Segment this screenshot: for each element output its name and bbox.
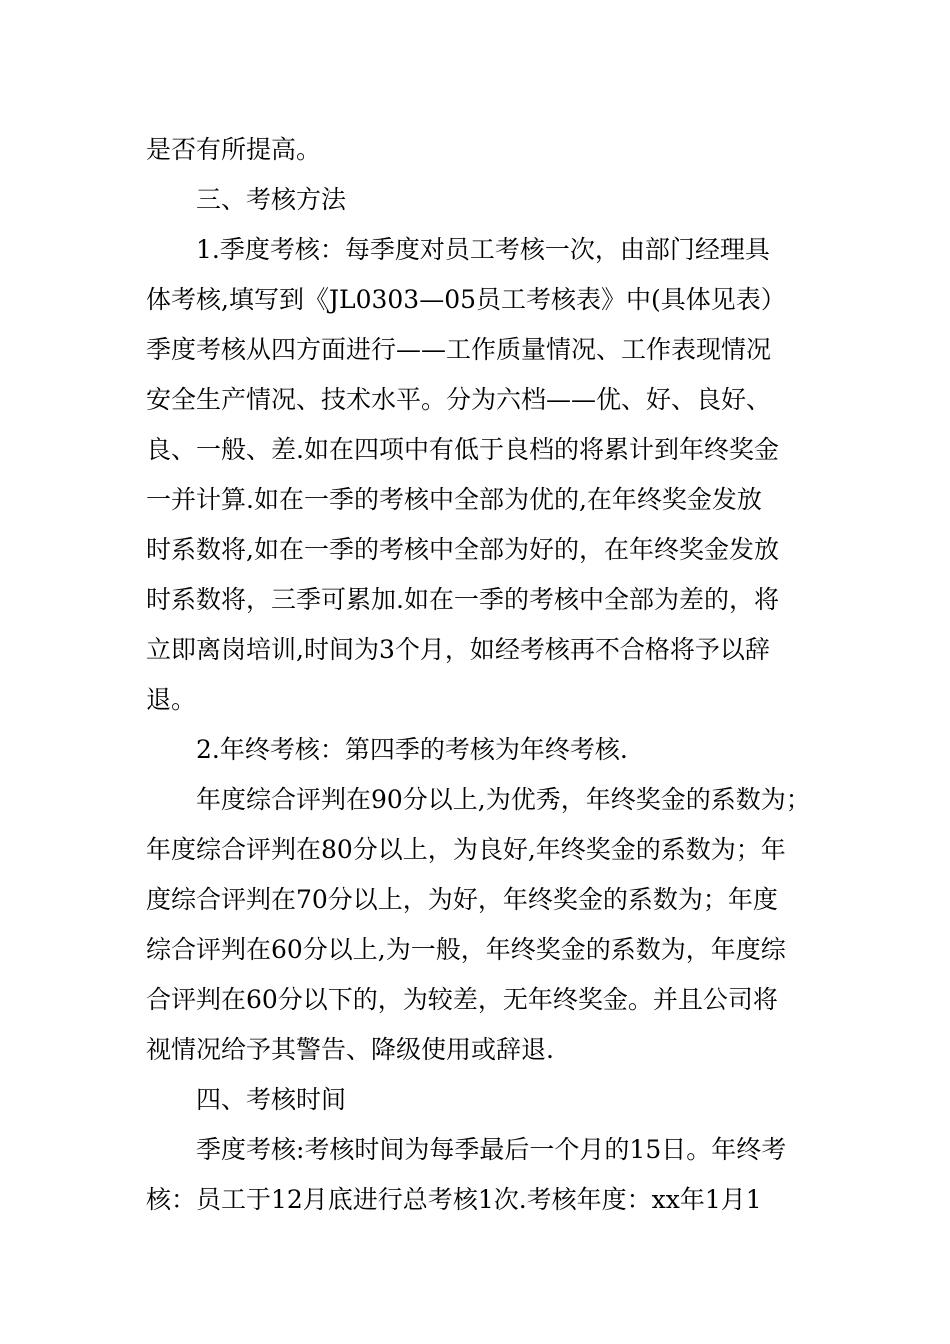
paragraph-line: 时系数将,如在一季的考核中全部为好的，在年终奖金发放 [146, 535, 779, 564]
paragraph-line: 核：员工于12月底进行总考核1次.考核年度：xx年1月1 [146, 1185, 762, 1214]
section-heading-methods: 三、考核方法 [196, 185, 347, 214]
paragraph-line: 1.季度考核：每季度对员工考核一次，由部门经理具 [196, 235, 770, 264]
paragraph-line: 季度考核:考核时间为每季最后一个月的15日。年终考 [196, 1135, 787, 1164]
section-heading-time: 四、考核时间 [196, 1085, 347, 1114]
paragraph-line: 综合评判在60分以上,为一般，年终奖金的系数为，年度综 [146, 935, 786, 964]
paragraph-line: 一并计算.如在一季的考核中全部为优的,在年终奖金发放 [146, 485, 762, 514]
paragraph-line: 合评判在60分以下的，为较差，无年终奖金。并且公司将 [146, 985, 778, 1014]
paragraph-line: 度综合评判在70分以上，为好，年终奖金的系数为；年度 [146, 885, 778, 914]
paragraph-line: 立即离岗培训,时间为3个月，如经考核再不合格将予以辞 [146, 635, 770, 664]
paragraph-line: 退。 [146, 685, 197, 714]
paragraph-line: 是否有所提高。 [146, 135, 322, 164]
paragraph-line: 年度综合评判在90分以上,为优秀，年终奖金的系数为； [196, 785, 811, 814]
paragraph-line: 年度综合评判在80分以上，为良好,年终奖金的系数为；年 [146, 835, 786, 864]
paragraph-line: 视情况给予其警告、降级使用或辞退. [146, 1035, 554, 1064]
paragraph-line: 安全生产情况、技术水平。分为六档——优、好、良好、 [146, 385, 772, 414]
paragraph-line: 时系数将，三季可累加.如在一季的考核中全部为差的，将 [146, 585, 779, 614]
paragraph-line: 季度考核从四方面进行——工作质量情况、工作表现情况 [146, 335, 772, 364]
paragraph-line: 2.年终考核：第四季的考核为年终考核. [196, 735, 628, 764]
paragraph-line: 体考核,填写到《JL0303—05员工考核表》中(具体见表） [146, 285, 786, 314]
paragraph-line: 良、一般、差.如在四项中有低于良档的将累计到年终奖金 [146, 435, 779, 464]
